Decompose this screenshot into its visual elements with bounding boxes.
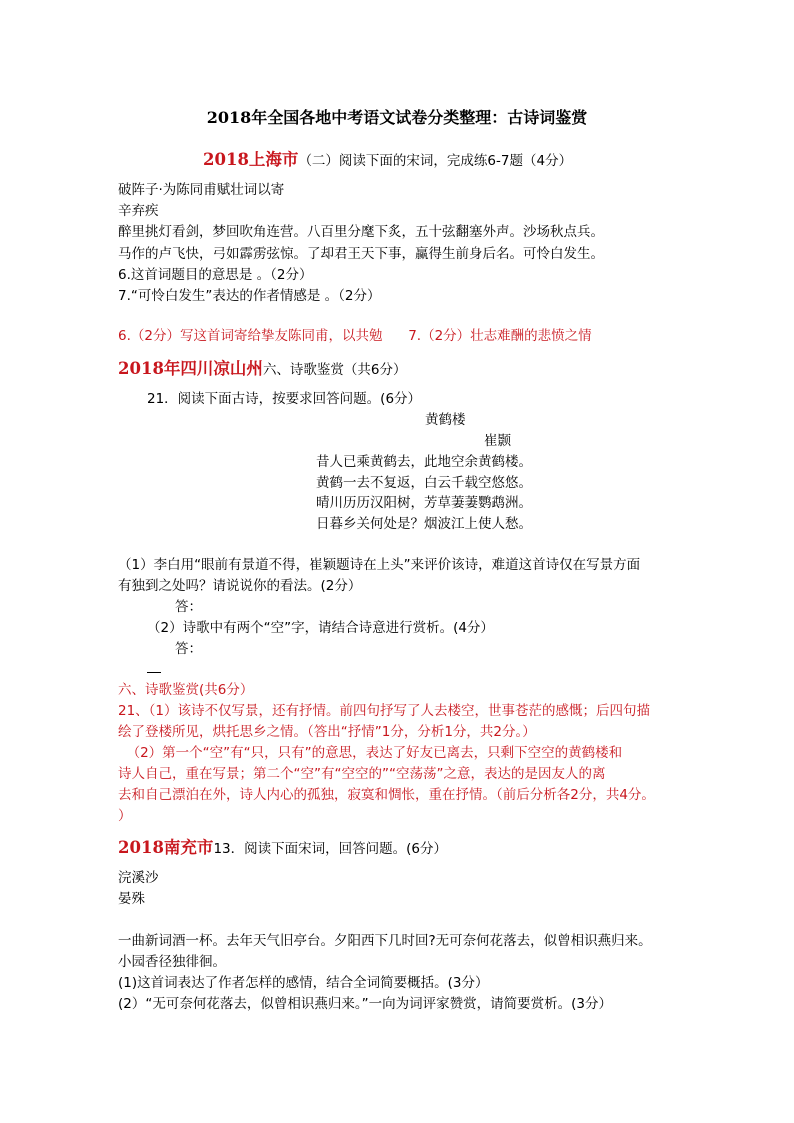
liangshan-answer-line: 绘了登楼所见，烘托思乡之情。（答出“抒情”1分，分析1分，共2分。） — [118, 724, 536, 740]
nanchong-prompt: 13．阅读下面宋词，回答问题。(6分） — [213, 841, 447, 857]
liangshan-answer-line: 诗人自己，重在写景；第二个“空”有“空空的”“空荡荡”之意，表达的是因友人的离 — [118, 766, 606, 782]
nanchong-heading — [118, 836, 447, 861]
liangshan-poem-line: 日暮乡关何处是？烟波江上使人愁。 — [316, 516, 532, 532]
liangshan-heading — [118, 357, 407, 382]
answer-label: 答： — [175, 599, 202, 615]
shanghai-author: 辛弃疾 — [118, 203, 159, 219]
liangshan-section: 六、诗歌鉴赏（共6分） — [262, 362, 407, 378]
liangshan-poem-line: 晴川历历汉阳树，芳草萋萋鹦鹉洲。 — [316, 495, 532, 511]
shanghai-question-6: 6.这首词题目的意思是 。（2分） — [118, 267, 313, 283]
liangshan-sub-question-1: （1）李白用“眼前有景道不得，崔颖题诗在上头”来评价该诗，难道这首诗仅在写景方面 — [118, 557, 641, 573]
shanghai-question-7: 7.“可怜白发生”表达的作者情感是 。（2分） — [118, 288, 381, 304]
shanghai-heading — [203, 148, 572, 173]
text-cursor-mark — [147, 672, 161, 675]
nanchong-poem-line-1: 一曲新词酒一杯。去年天气旧亭台。夕阳西下几时回?无可奈何花落去，似曾相识燕归来。 — [118, 933, 652, 949]
document-title: 2018年全国各地中考语文试卷分类整理：古诗词鉴赏 — [206, 108, 588, 127]
liangshan-poem-line: 昔人已乘黄鹤去，此地空余黄鹤楼。 — [316, 454, 532, 470]
liangshan-question-21: 21．阅读下面古诗，按要求回答问题。(6分） — [147, 391, 422, 407]
liangshan-sub-question-2: （2）诗歌中有两个“空”字，请结合诗意进行赏析。(4分） — [147, 620, 494, 636]
nanchong-poem-title: 浣溪沙 — [118, 870, 159, 886]
shanghai-prompt: （二）阅读下面的宋词，完成练6-7题（4分） — [298, 153, 573, 169]
liangshan-answer-line: 去和自己漂泊在外，诗人内心的孤独，寂寞和惆怅，重在抒情。（前后分析各2分，共4分。 — [118, 787, 655, 803]
liangshan-poem-line: 黄鹤一去不复返，白云千载空悠悠。 — [316, 475, 532, 491]
liangshan-answer-section: 六、诗歌鉴赏(共6分） — [118, 682, 254, 698]
nanchong-question-1: (1)这首词表达了作者怎样的感情，结合全词简要概括。(3分） — [118, 975, 489, 991]
shanghai-poem-title: 破阵子·为陈同甫赋壮词以寄 — [118, 182, 285, 198]
liangshan-author: 崔颢 — [484, 433, 511, 449]
liangshan-answer-line: ） — [118, 808, 132, 824]
nanchong-question-2: (2）“无可奈何花落去，似曾相识燕归来。”一向为词评家赞赏，请简要赏析。(3分） — [118, 996, 612, 1012]
shanghai-poem-line-2: 马作的卢飞快，弓如霹雳弦惊。了却君王天下事，赢得生前身后名。可怜白发生。 — [118, 246, 604, 262]
nanchong-poem-line-2: 小园香径独徘徊。 — [118, 954, 226, 970]
shanghai-region: 2018上海市 — [203, 150, 299, 169]
shanghai-poem-line-1: 醉里挑灯看剑，梦回吹角连营。八百里分麾下炙，五十弦翻塞外声。沙场秋点兵。 — [118, 224, 604, 240]
liangshan-poem-title: 黄鹤楼 — [425, 412, 466, 428]
liangshan-region: 2018年四川凉山州 — [118, 359, 263, 378]
nanchong-region: 2018南充市 — [118, 838, 214, 857]
liangshan-answer-line: （2）第一个“空”有“只，只有”的意思，表达了好友已离去，只剩下空空的黄鹤楼和 — [118, 745, 623, 761]
liangshan-sub-question-1-cont: 有独到之处吗？请说说你的看法。(2分） — [118, 578, 362, 594]
shanghai-answer: 6.（2分）写这首词寄给挚友陈同甫，以共勉 7.（2分）壮志难酬的悲愤之情 — [118, 328, 592, 344]
nanchong-author: 晏殊 — [118, 891, 145, 907]
answer-label: 答： — [175, 641, 202, 657]
liangshan-answer-line: 21、（1）该诗不仅写景，还有抒情。前四句抒写了人去楼空，世事苍茫的感慨；后四句描 — [118, 703, 651, 719]
